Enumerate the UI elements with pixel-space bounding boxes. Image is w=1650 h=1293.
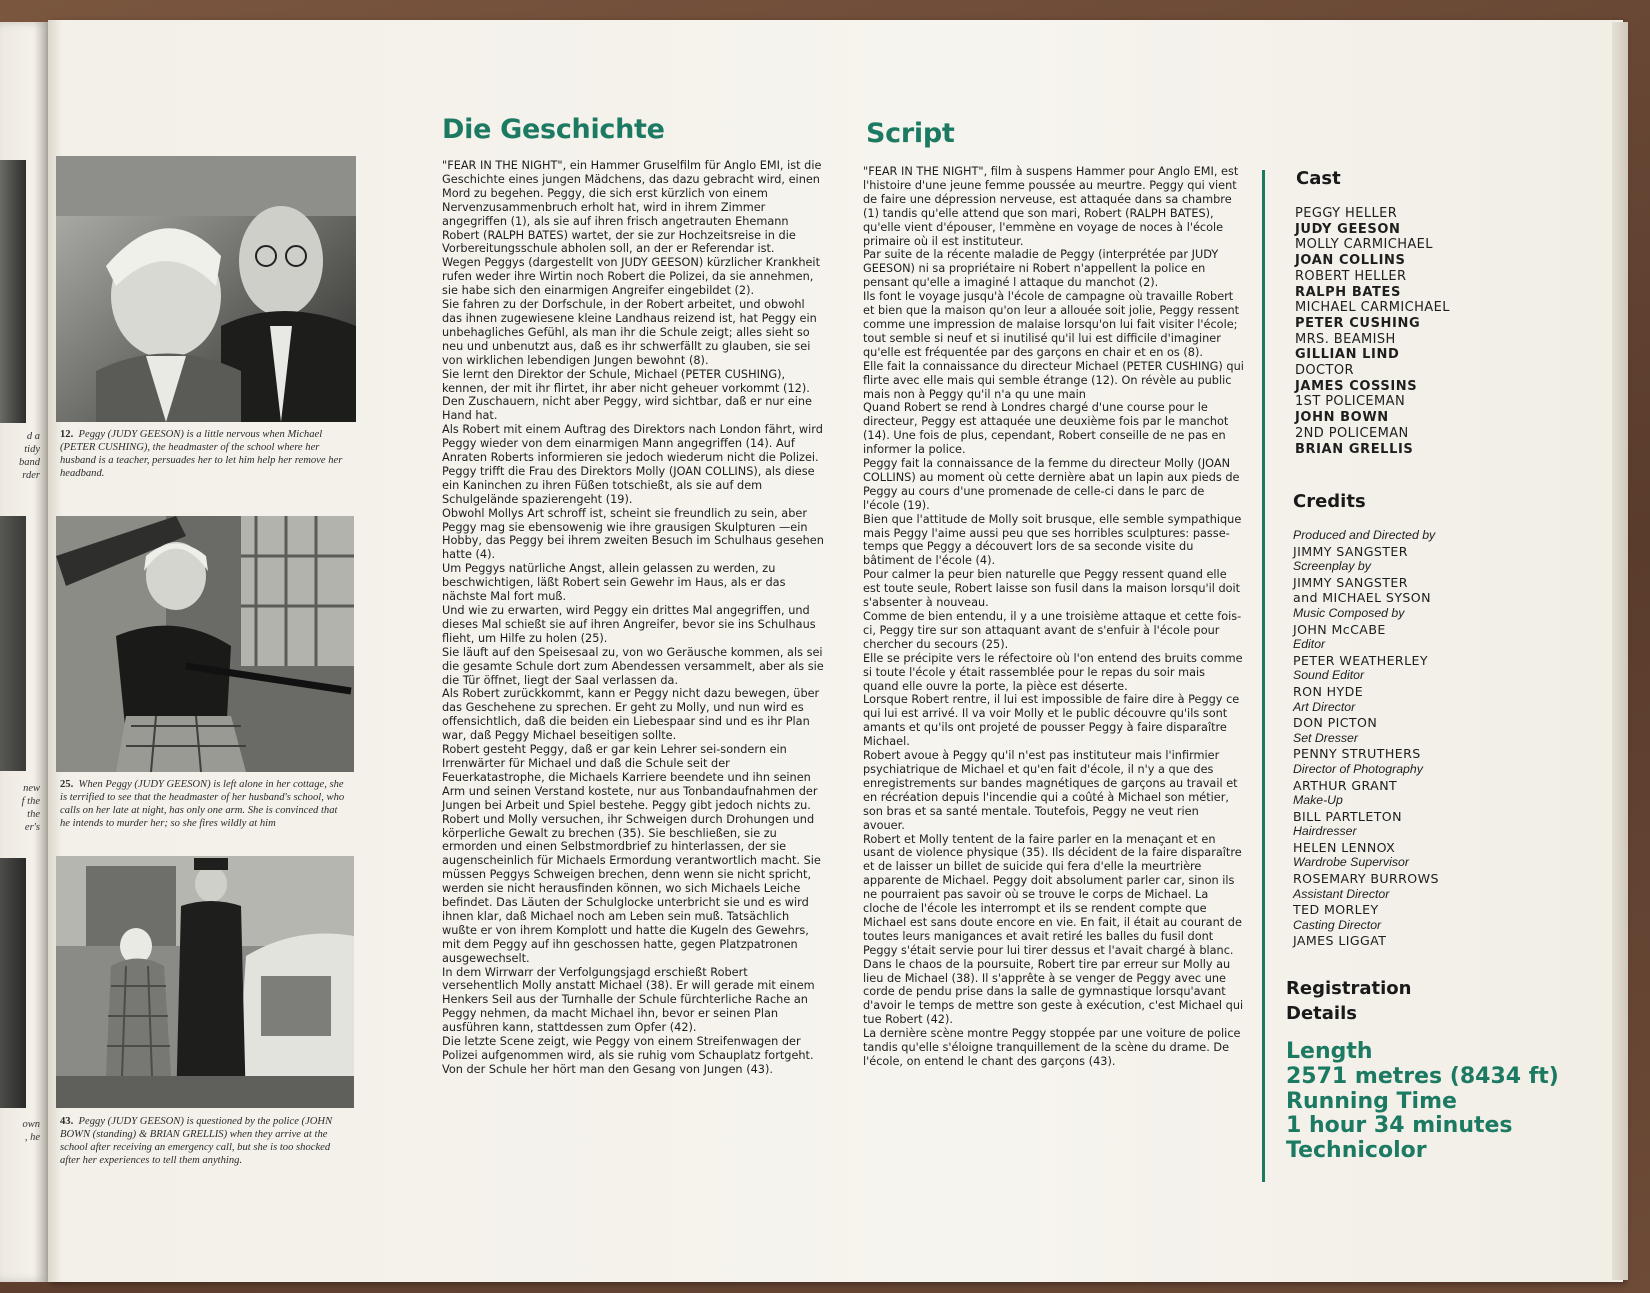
german-paragraph: Sie läuft auf den Speisesaal zu, von wo Geräusche kommen, als sei die gesamte Schule dort zum Abendessen versammelt, aber als sie die Tür öffnet, liegt der Saal verlassen da. [442,645,824,687]
french-paragraph: Bien que l'attitude de Molly soit brusque, elle semble sympathique mais Peggy l'aime aussi peu que ses horribles sculptures: passe-temps que Peggy a découvert lors de sa seconde visite du bâtiment de l'école (4). [863,512,1242,568]
french-paragraph: Quand Robert se rend à Londres chargé d'une course pour le directeur, Peggy est attaquée une deuxième fois par le manchot (14). Une fois de plus, cependant, Robert conseille de ne pas en informer la police. [863,401,1229,457]
photo-12 [56,156,356,422]
credit-role: Make-Up [1293,793,1343,808]
cast-role: PEGGY HELLER [1295,206,1398,221]
french-paragraph: Elle se précipite vers le réfectoire où l'on entend des bruits comme si toute l'école y était rassemblée pour le repas du soir mais quand elle ouvre la porte, la pièce est déserte. [863,651,1243,693]
credit-role: Director of Photography [1293,761,1423,776]
cast-heading: Cast [1296,168,1341,189]
credit-name: JIMMY SANGSTER [1293,543,1408,559]
german-paragraph: Um Peggys natürliche Angst, allein gelassen zu werden, zu beschwichtigen, läßt Robert sein Gewehr im Haus, als er das nächste Mal fort muß. [442,562,786,604]
credit-name: PENNY STRUTHERS [1293,746,1421,762]
credits-heading: Credits [1293,491,1366,512]
french-paragraph: Par suite de la récente maladie de Peggy (interprétée par JUDY GEESON) ni sa propriétaire ni Robert n'appellent la police en pensant qu'elle a imaginé l attaque du manchot (2). [863,248,1219,290]
german-paragraph: Peggy trifft die Frau des Direktors Molly (JOAN COLLINS), als diese ein Kaninchen zu ihren Füßen totschießt, als sie auf dem Schulgelände spazierengeht (19). [442,464,815,506]
credit-name: HELEN LENNOX [1293,839,1396,855]
cast-actor: RALPH BATES [1295,284,1401,300]
german-paragraph: Robert gesteht Peggy, daß er gar kein Lehrer sei-sondern ein Irrenwärter für Michael und daß die Schule seit der Feuerkatastrophe, die Michaels Karriere beendete und ihn seinen Arm und seinen Verstand kostete, nur aus Tonbandaufnahmen der Jungen bei Arbeit und Spiel bestehe. Peggy gibt jedoch nichts zu. [442,743,818,812]
stub-photo-1 [0,160,26,423]
registration-line: 1 hour 34 minutes [1286,1113,1513,1139]
registration-line: Technicolor [1286,1138,1427,1164]
registration-line: 2571 metres (8434 ft) [1286,1063,1559,1089]
caption-43: 43. Peggy (JUDY GEESON) is questioned by the police (JOHN BOWN (standing) & BRIAN GRELLIS) when they arrive at the school after receiving an emergency call, but she is too shocked after her experiences to tell them anything. [60,1116,333,1166]
credit-role: Art Director [1293,699,1356,714]
german-paragraph: Die letzte Scene zeigt, wie Peggy von einem Streifenwagen der Polizei aufgenommen wird, als sie ruhig vom Schauplatz fortgeht. Von der Schule her hört man den Gesang von Jungen (43). [442,1035,814,1076]
german-heading: Die Geschichte [442,114,665,145]
credit-name: RON HYDE [1293,683,1364,699]
cast-role: DOCTOR [1295,363,1354,379]
cast-role: MICHAEL CARMICHAEL [1295,300,1450,316]
cast-actor: GILLIAN LIND [1295,347,1400,363]
stub-fragment-line: f the [21,796,40,807]
credits-list [1293,528,1439,949]
stub-fragment-line: the [27,809,40,820]
registration-heading-line1: Registration [1286,978,1412,999]
credit-name: ROSEMARY BURROWS [1293,871,1439,887]
credit-name: JAMES LIGGAT [1293,933,1387,949]
credit-role: Editor [1293,637,1326,652]
stub-caption-fragment [0,782,40,834]
photo-43 [56,856,354,1108]
credit-name: PETER WEATHERLEY [1293,652,1428,668]
german-paragraph: Obwohl Mollys Art schroff ist, scheint sie freundlich zu sein, aber Peggy mag sie ebensowenig wie ihre grausigen Skulpturen —ein Hobby, das Peggy bei ihrem zweiten Besuch im Schulhaus gesehen hatte (4). [442,506,824,562]
registration-line: Length [1286,1039,1373,1064]
cast-actor: JOAN COLLINS [1295,253,1406,269]
photo-25 [56,516,354,772]
cast-actor: JUDY GEESON [1295,221,1401,237]
credit-role: Produced and Directed by [1293,528,1436,542]
french-paragraph: Ils font le voyage jusqu'à l'école de campagne où travaille Robert et bien que la maison qu'on leur a allouée soit jolie, Peggy ressent comme une impression de malaise lorsqu'on lui fait visiter l'école; tout semble si neuf et si inutilisé qu'il lui est difficile d'imaginer qu'elle est fréquentée par des garçons en chair et en os (8). [863,290,1240,359]
sidebar-divider [1262,170,1265,1182]
stub-fragment-line: , he [24,1132,40,1143]
credit-role: Screenplay by [1293,559,1371,574]
stub-fragment-line: own [22,1119,40,1130]
registration-line: Running Time [1286,1088,1457,1114]
registration-heading-line2: Details [1286,1003,1357,1024]
french-paragraph: Lorsque Robert rentre, il lui est impossible de faire dire à Peggy ce qui lui est arrivé. Il va voir Molly et le public découvre qu'ils sont amants et qu'ils ont projeté de pousser Peggy à faire disparaître Michael. [863,693,1240,749]
cast-role: 2ND POLICEMAN [1295,425,1409,441]
credit-role: Casting Director [1293,917,1382,932]
cast-actor: BRIAN GRELLIS [1295,441,1414,457]
german-paragraph: Wegen Peggys (dargestellt von JUDY GEESON) kürzlicher Krankheit rufen weder ihre Wirtin noch Robert die Polizei, da sie annehmen, sie habe sich den einarmigen Angreifer eingebildet (2). [442,256,821,298]
credit-role: Music Composed by [1293,605,1405,620]
french-paragraph: Elle fait la connaissance du directeur Michael (PETER CUSHING) qui flirte avec elle mais qui semble étrange (12). On révèle au public mais non à Peggy qu'il n'a qu une main [863,359,1244,401]
cast-actor: JOHN BOWN [1295,410,1389,426]
cast-role: ROBERT HELLER [1295,268,1407,284]
cast-role: MOLLY CARMICHAEL [1295,237,1433,253]
stub-caption-fragment [0,430,40,482]
stub-photo-2 [0,516,26,771]
french-paragraph: Dans le chaos de la poursuite, Robert tire par erreur sur Molly au lieu de Michael (38). Il s'apprête à se venger de Peggy avec une corde de pendu prise dans la salle de gymnastique lorsqu'avant d'avoir le temps de mettre son geste à exécution, c'est Michael qui tue Robert (42). [863,957,1244,1027]
french-script-column [863,165,1244,1069]
credit-name: ARTHUR GRANT [1293,777,1398,793]
french-paragraph: Robert avoue à Peggy qu'il n'est pas instituteur mais l'infirmier psychiatrique de Michael et qu'en fait d'école, il n'y a que des enregistrements sur bandes magnétiques de garçons au travail et en récréation depuis l'incendie qui a coûté à Michael son métier, son bras et sa santé mentale. Toutefois, Peggy ne veut rien avouer. [863,749,1238,832]
credit-role: Assistant Director [1293,886,1390,901]
cast-list [1295,206,1450,457]
german-paragraph: Als Robert zurückkommt, kann er Peggy nicht dazu bewegen, über das Geschehene zu sprechen. Er geht zu Molly, und nun wird es offensichtlich, daß die beiden ein Liebespaar sind und es ihr Plan war, daß Peggy Michael beseitigen sollte. [442,687,820,743]
stub-fragment-line: rder [22,470,40,481]
page-stack-edge [1612,22,1628,1280]
german-paragraph: Und wie zu erwarten, wird Peggy ein drittes Mal angegriffen, und dieses Mal schießt sie auf ihren Angreifer, bevor sie ins Schulhaus flieht, um Hilfe zu holen (25). [442,604,816,645]
stub-caption-fragment [0,1118,40,1144]
credit-role: Set Dresser [1293,730,1358,745]
french-paragraph: Robert et Molly tentent de la faire parler en la menaçant et en usant de violence physique (35). Ils décident de la faire disparaître et de laisser un billet de suicide qui fera d'elle la meurtrière apparente de Michael. Peggy doit absolument parler car, sinon ils ne pourraient pas savoir où se trouve le corps de Michael. La cloche de l'école les interrompt et ils se rendent compte que Michael est sans doute encore en vie. En fait, il était au courant de toutes leurs manigances et avait retiré les balles du fusil dont Peggy s'était servie pour lui tirer dessus et l'avait chargé à blanc. [863,832,1242,957]
credit-name: and MICHAEL SYSON [1293,590,1431,606]
stub-fragment-line: tidy [24,444,40,455]
credit-role: Sound Editor [1293,668,1365,683]
registration-heading [1286,976,1411,1026]
credit-name: BILL PARTLETON [1293,808,1402,824]
credit-role: Hairdresser [1293,824,1357,839]
stub-fragment-line: d a [26,431,40,442]
cast-role: MRS. BEAMISH [1295,331,1396,347]
german-paragraph: Robert und Molly versuchen, ihr Schweigen durch Drohungen und körperliche Gewalt zu brechen (35). Sie beschließen, sie zu ermorden und einen Selbstmordbrief zu hinterlassen, der sie augenscheinlich für Michaels Ermordung verantwortlich macht. Sie müssen Peggys Schweigen brechen, denn wenn sie nicht spricht, werden sie nicht herausfinden können, wo sich Michaels Leiche befindet. Das Läuten der Schulglocke unterbricht sie und es wird ihnen klar, daß Michael noch am Leben sein muß. Tatsächlich wußte er von ihrem Komplott und hatte die Kugeln des Gewehrs, mit dem Peggy auf ihn geschossen hatte, gegen Platzpatronen ausgewechselt. [442,812,821,965]
cast-actor: PETER CUSHING [1295,315,1421,331]
german-story-column [442,159,825,1077]
registration-details [1286,1040,1559,1164]
credit-name: JIMMY SANGSTER [1293,574,1408,590]
caption-12: 12. Peggy (JUDY GEESON) is a little nervous when Michael (PETER CUSHING), the headmaster of the school where her husband is a teacher, persuades her to let him help her remove her headband. [60,429,343,479]
french-paragraph: Pour calmer la peur bien naturelle que Peggy ressent quand elle est toute seule, Robert laisse son fusil dans la maison lorsqu'il doit s'absenter à nouveau. [863,568,1241,610]
german-paragraph: Sie fahren zu der Dorfschule, in der Robert arbeitet, und obwohl das ihnen zugewiesene kleine Landhaus reizend ist, hat Peggy ein unbehagliches Gefühl, als man ihr die Schule zeigt; alles sieht so neu und unbenutzt aus, daß es ihr schwerfällt zu glauben, sie sei von wirklichen lebendigen Jungen bewohnt (8). [442,298,817,367]
caption-25: 25. When Peggy (JUDY GEESON) is left alone in her cottage, she is terrified to see that the headmaster of her husband's school, who calls on her late at night, has only one arm. She is convinced that he intends to murder her; so she fires wildly at him [60,779,345,829]
stub-fragment-line: band [19,457,40,468]
german-paragraph: "FEAR IN THE NIGHT", ein Hammer Gruselfilm für Anglo EMI, ist die Geschichte eines jungen Mädchens, das dazu gebracht wird, einen Mord zu begehen. Peggy, die sich erst kürzlich von einem Nervenzusammenbruch erholt hat, wird in ihrem Zimmer angegriffen (1), als sie auf ihren frisch angetrauten Ehemann Robert (RALPH BATES) wartet, der sie zur Hochzeitsreise in die Vorbereitungsschule abholen soll, an der er Referendar ist. [442,159,822,256]
stub-photo-3 [0,858,26,1108]
credit-name: DON PICTON [1293,715,1378,731]
credit-name: TED MORLEY [1293,902,1379,918]
french-paragraph: "FEAR IN THE NIGHT", film à suspens Hammer pour Anglo EMI, est l'histoire d'une jeune femme poussée au meurtre. Peggy qui vient de faire une dépression nerveuse, est attaquée dans sa chambre (1) tandis qu'elle attend que son mari, Robert (RALPH BATES), qu'elle vient d'épouser, l'emmène en voyage de noces à l'école primaire où il est instituteur. [863,165,1239,248]
stub-fragment-line: new [23,783,40,794]
cast-role: 1ST POLICEMAN [1295,394,1406,410]
french-paragraph: Peggy fait la connaissance de la femme du directeur Molly (JOAN COLLINS) au moment où cette dernière abat un lapin aux pieds de Peggy au cours d'une promenade de celle-ci dans le parc de l'école (19). [863,457,1240,512]
german-paragraph: Sie lernt den Direktor der Schule, Michael (PETER CUSHING), kennen, der mit ihr flirtet, ihr aber nicht geheuer vorkommt (12). Den Zuschauern, nicht aber Peggy, wird sichtbar, daß er nur eine Hand hat. [442,367,812,423]
stub-fragment-line: er's [24,822,40,833]
credit-name: JOHN McCABE [1293,621,1386,637]
french-paragraph: La dernière scène montre Peggy stoppée par une voiture de police tandis qu'elle s'éloigne tranquillement de la scène du drame. De l'école, on entend le chant des garçons (43). [863,1027,1241,1068]
french-paragraph: Comme de bien entendu, il y a une troisième attaque et cette fois-ci, Peggy tire sur son attaquant avant de s'enfuir à l'école pour chercher du secours (25). [863,610,1242,651]
credit-role: Wardrobe Supervisor [1293,855,1409,870]
french-heading: Script [866,118,955,149]
german-paragraph: Als Robert mit einem Auftrag des Direktors nach London fährt, wird Peggy wieder von dem einarmigen Mann angegriffen (14). Auf Anraten Roberts informieren sie jedoch wiederum nicht die Polizei. [442,423,823,465]
german-paragraph: In dem Wirrwarr der Verfolgungsjagd erschießt Robert versehentlich Molly anstatt Michael (38). Er will gerade mit einem Henkers Seil aus der Turnhalle der Schule fürchterliche Rache an Peggy nehmen, da macht Michael ihn, bevor er seinen Plan ausführen kann, stattdessen zum Opfer (42). [442,965,815,1035]
cast-actor: JAMES COSSINS [1295,378,1418,394]
